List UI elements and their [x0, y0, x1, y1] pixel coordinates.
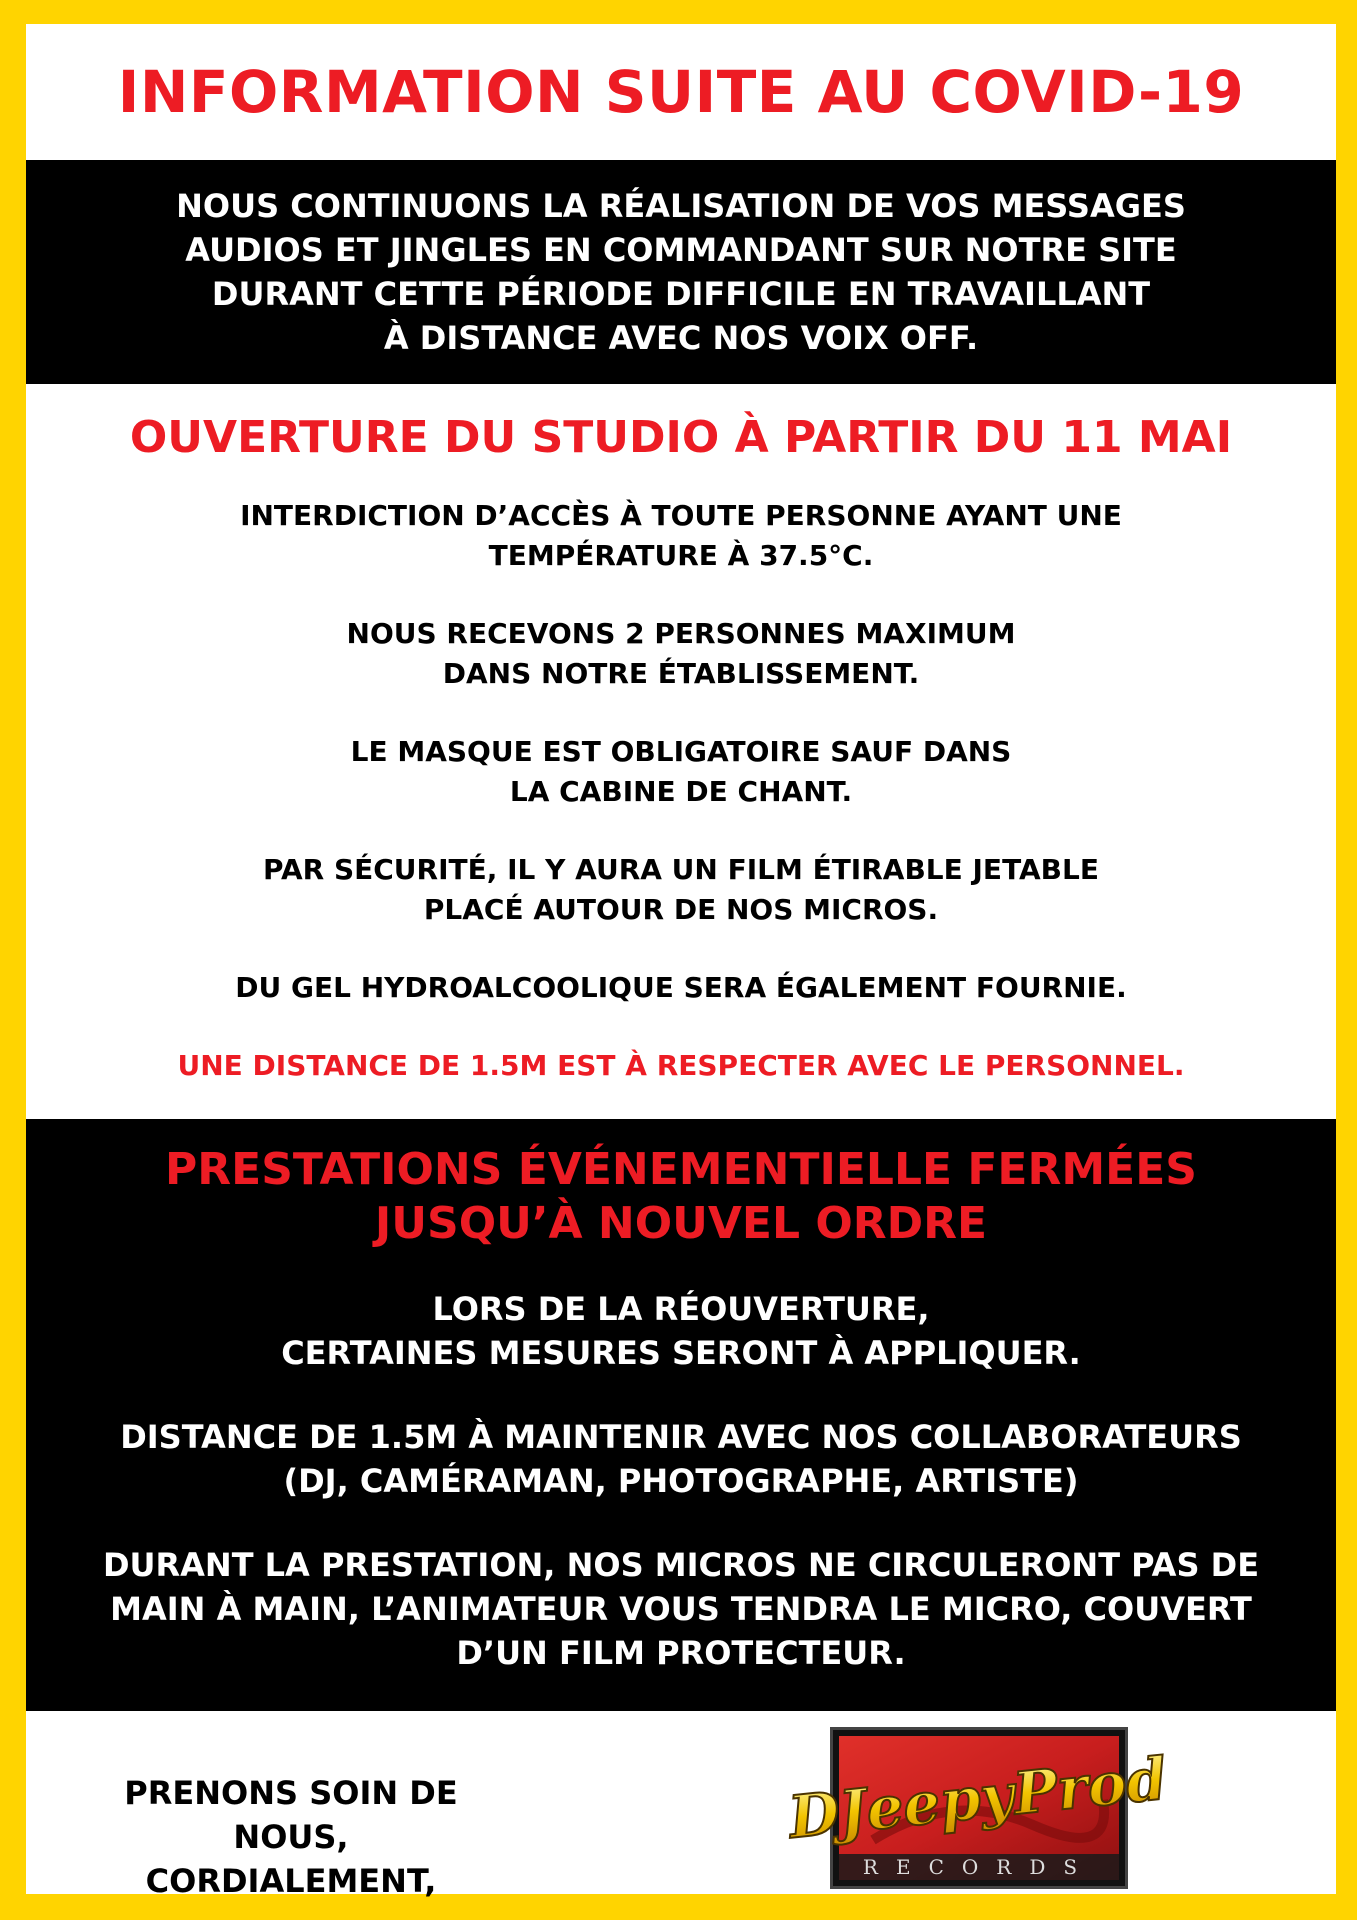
- studio-rule-temperature: [26, 496, 1336, 576]
- events-line: D’UN FILM PROTECTEUR.: [456, 1634, 906, 1672]
- events-line: CERTAINES MESURES SERONT À APPLIQUER.: [281, 1334, 1081, 1372]
- signoff-line: PRENONS SOIN DE NOUS,: [124, 1774, 458, 1856]
- events-microphones: [26, 1543, 1336, 1675]
- page-title: INFORMATION SUITE AU COVID-19: [117, 58, 1245, 126]
- rule-line: DANS NOTRE ÉTABLISSEMENT.: [442, 657, 920, 690]
- rule-line: TEMPÉRATURE À 37.5°C.: [488, 539, 874, 572]
- djeepyprod-logo: [785, 1727, 1170, 1889]
- rule-line: PAR SÉCURITÉ, IL Y AURA UN FILM ÉTIRABLE JETABLE: [263, 853, 1099, 886]
- events-line: LORS DE LA RÉOUVERTURE,: [432, 1290, 930, 1328]
- intro-banner: [26, 160, 1336, 384]
- rule-line: LA CABINE DE CHANT.: [509, 775, 853, 808]
- poster: [26, 24, 1336, 1900]
- intro-line: NOUS CONTINUONS LA RÉALISATION DE VOS MESSAGES: [176, 187, 1186, 225]
- events-heading-line: PRESTATIONS ÉVÉNEMENTIELLE FERMÉES: [165, 1144, 1197, 1195]
- rule-line: LE MASQUE EST OBLIGATOIRE SAUF DANS: [350, 735, 1012, 768]
- intro-line: DURANT CETTE PÉRIODE DIFFICILE EN TRAVAILLANT: [211, 275, 1151, 313]
- intro-line: À DISTANCE AVEC NOS VOIX OFF.: [383, 319, 979, 357]
- studio-section: [26, 384, 1336, 1119]
- events-heading-line: JUSQU’À NOUVEL ORDRE: [374, 1198, 988, 1249]
- events-line: (DJ, CAMÉRAMAN, PHOTOGRAPHE, ARTISTE): [283, 1462, 1079, 1500]
- signoff-line: CORDIALEMENT,: [145, 1862, 437, 1900]
- rule-line: INTERDICTION D’ACCÈS À TOUTE PERSONNE AYANT UNE: [240, 499, 1122, 532]
- logo-graphic: [785, 1730, 1170, 1886]
- events-banner: [26, 1119, 1336, 1711]
- events-heading: [26, 1143, 1336, 1251]
- events-line: DURANT LA PRESTATION, NOS MICROS NE CIRCULERONT PAS DE: [102, 1546, 1260, 1584]
- signoff: [116, 1771, 466, 1903]
- studio-rule-capacity: [26, 614, 1336, 694]
- footer: [26, 1711, 1336, 1900]
- logo-wordmark: DJeepyProd: [785, 1744, 1170, 1852]
- studio-distance-note: UNE DISTANCE DE 1.5M EST À RESPECTER AVEC LE PERSONNEL.: [177, 1049, 1185, 1082]
- studio-rule-gel: [26, 968, 1336, 1008]
- studio-rule-film: [26, 850, 1336, 930]
- events-reopening: [26, 1287, 1336, 1375]
- rule-line: DU GEL HYDROALCOOLIQUE SERA ÉGALEMENT FOURNIE.: [235, 971, 1127, 1004]
- events-line: MAIN À MAIN, L’ANIMATEUR VOUS TENDRA LE MICRO, COUVERT: [110, 1590, 1252, 1628]
- intro-line: AUDIOS ET JINGLES EN COMMANDANT SUR NOTRE SITE: [185, 231, 1177, 269]
- studio-rule-mask: [26, 732, 1336, 812]
- logo-records-text: RECORDS: [862, 1855, 1096, 1879]
- events-line: DISTANCE DE 1.5M À MAINTENIR AVEC NOS COLLABORATEURS: [120, 1418, 1242, 1456]
- events-distance: [26, 1415, 1336, 1503]
- studio-heading: OUVERTURE DU STUDIO À PARTIR DU 11 MAI: [129, 412, 1233, 463]
- rule-line: NOUS RECEVONS 2 PERSONNES MAXIMUM: [346, 617, 1016, 650]
- rule-line: PLACÉ AUTOUR DE NOS MICROS.: [423, 893, 939, 926]
